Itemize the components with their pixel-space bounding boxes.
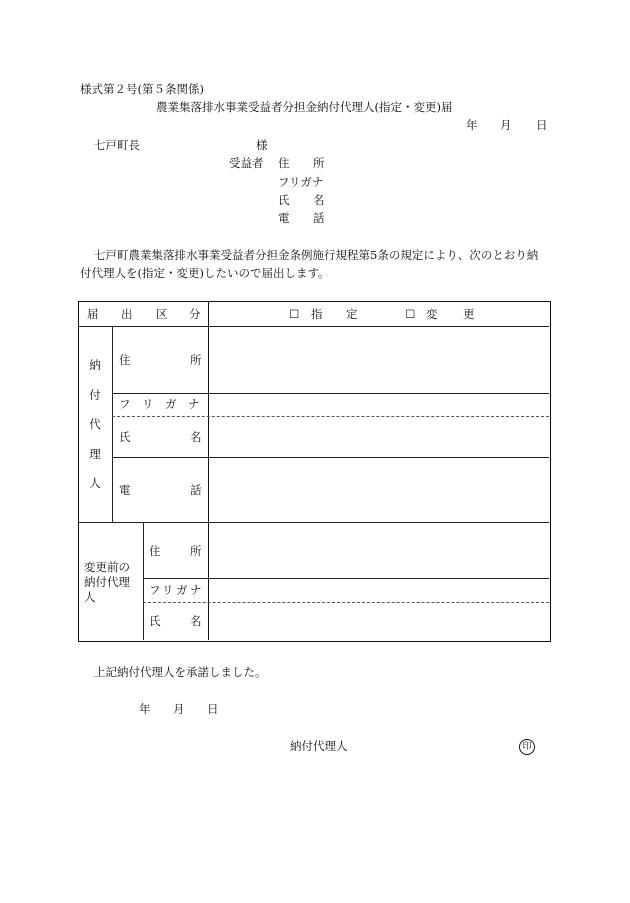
- prev-furigana-label-1: フ: [149, 583, 161, 597]
- category-label-4: 分: [189, 307, 201, 321]
- beneficiary-phone-label-1: 電: [278, 211, 290, 225]
- designate-checkbox[interactable]: ☐: [289, 307, 300, 321]
- footer-date-year: 年: [139, 702, 151, 716]
- date-day: 日: [536, 118, 548, 132]
- beneficiary-label: 受益者: [229, 156, 264, 170]
- date-month: 月: [500, 118, 512, 132]
- agent-address-input[interactable]: [210, 327, 549, 392]
- footer-date-month: 月: [173, 702, 185, 716]
- agent-furigana-label-2: リ: [142, 397, 154, 411]
- agent-furigana-input[interactable]: [210, 394, 549, 415]
- category-label-1: 届: [87, 307, 99, 321]
- beneficiary-address-label-1: 住: [278, 156, 290, 170]
- recipient: 七戸町長: [94, 138, 140, 152]
- designate-label-1: 指: [311, 307, 323, 321]
- agent-address-label-1: 住: [119, 353, 131, 367]
- prev-address-input[interactable]: [210, 523, 549, 577]
- prev-furigana-input[interactable]: [210, 579, 549, 601]
- agent-label-char-3: 代: [89, 417, 101, 431]
- agent-sign-label: 納付代理人: [290, 739, 348, 753]
- form-title: 農業集落排水事業受益者分担金納付代理人(指定・変更)届: [156, 100, 453, 114]
- body-line-1: 七戸町農業集落排水事業受益者分担金条例施行規程第5条の規定により、次のとおり納: [94, 248, 539, 262]
- footer-date-day: 日: [207, 702, 219, 716]
- label-column-divider: [208, 302, 209, 640]
- agent-label-divider: [112, 326, 113, 522]
- change-checkbox[interactable]: ☐: [405, 307, 416, 321]
- beneficiary-address-label-2: 所: [313, 156, 325, 170]
- change-label-2: 更: [463, 307, 475, 321]
- body-line-2: 付代理人を(指定・変更)したいので届出します。: [80, 266, 330, 280]
- agent-furigana-label-1: フ: [119, 397, 131, 411]
- category-label-3: 区: [156, 307, 168, 321]
- agent-phone-label-1: 電: [119, 483, 131, 497]
- consent-text: 上記納付代理人を承諾しました。: [94, 665, 267, 679]
- prev-name-input[interactable]: [210, 603, 549, 640]
- designate-label-2: 定: [346, 307, 358, 321]
- agent-phone-input[interactable]: [210, 458, 549, 521]
- agent-phone-label-2: 話: [190, 483, 202, 497]
- prev-label-line-3: 人: [84, 590, 96, 604]
- beneficiary-name-label-1: 氏: [278, 193, 290, 207]
- agent-label: [88, 360, 102, 508]
- beneficiary-phone-label-2: 話: [313, 211, 325, 225]
- agent-label-char-5: 人: [89, 476, 101, 490]
- beneficiary-name-label-2: 名: [313, 193, 325, 207]
- agent-label-char-1: 納: [89, 358, 101, 372]
- agent-name-input[interactable]: [210, 417, 549, 456]
- agent-form-table: [78, 301, 551, 642]
- agent-name-label-1: 氏: [119, 430, 131, 444]
- prev-label-divider: [143, 522, 144, 640]
- prev-name-label-1: 氏: [149, 614, 161, 628]
- agent-furigana-label-4: ナ: [188, 397, 200, 411]
- beneficiary-furigana-label: フリガナ: [278, 175, 324, 189]
- prev-address-label-2: 所: [190, 544, 202, 558]
- form-number: 様式第２号(第５条関係): [80, 82, 204, 96]
- agent-label-char-4: 理: [89, 446, 101, 461]
- agent-name-label-2: 名: [190, 430, 202, 444]
- seal-icon: 印: [519, 739, 535, 755]
- prev-label-line-2: 納付代理: [84, 575, 130, 589]
- agent-address-label-2: 所: [190, 353, 202, 367]
- prev-furigana-label-2: リ: [162, 583, 174, 597]
- agent-furigana-label-3: ガ: [165, 397, 177, 411]
- prev-furigana-label-4: ナ: [190, 583, 202, 597]
- agent-label-char-2: 付: [89, 387, 101, 402]
- prev-furigana-label-3: ガ: [176, 583, 188, 597]
- recipient-honorific: 様: [256, 138, 268, 152]
- prev-address-label-1: 住: [149, 544, 161, 558]
- date-year: 年: [466, 118, 478, 132]
- prev-name-label-2: 名: [190, 614, 202, 628]
- change-label-1: 変: [426, 307, 438, 321]
- prev-label-line-1: 変更前の: [84, 560, 130, 574]
- category-label-2: 出: [121, 307, 133, 321]
